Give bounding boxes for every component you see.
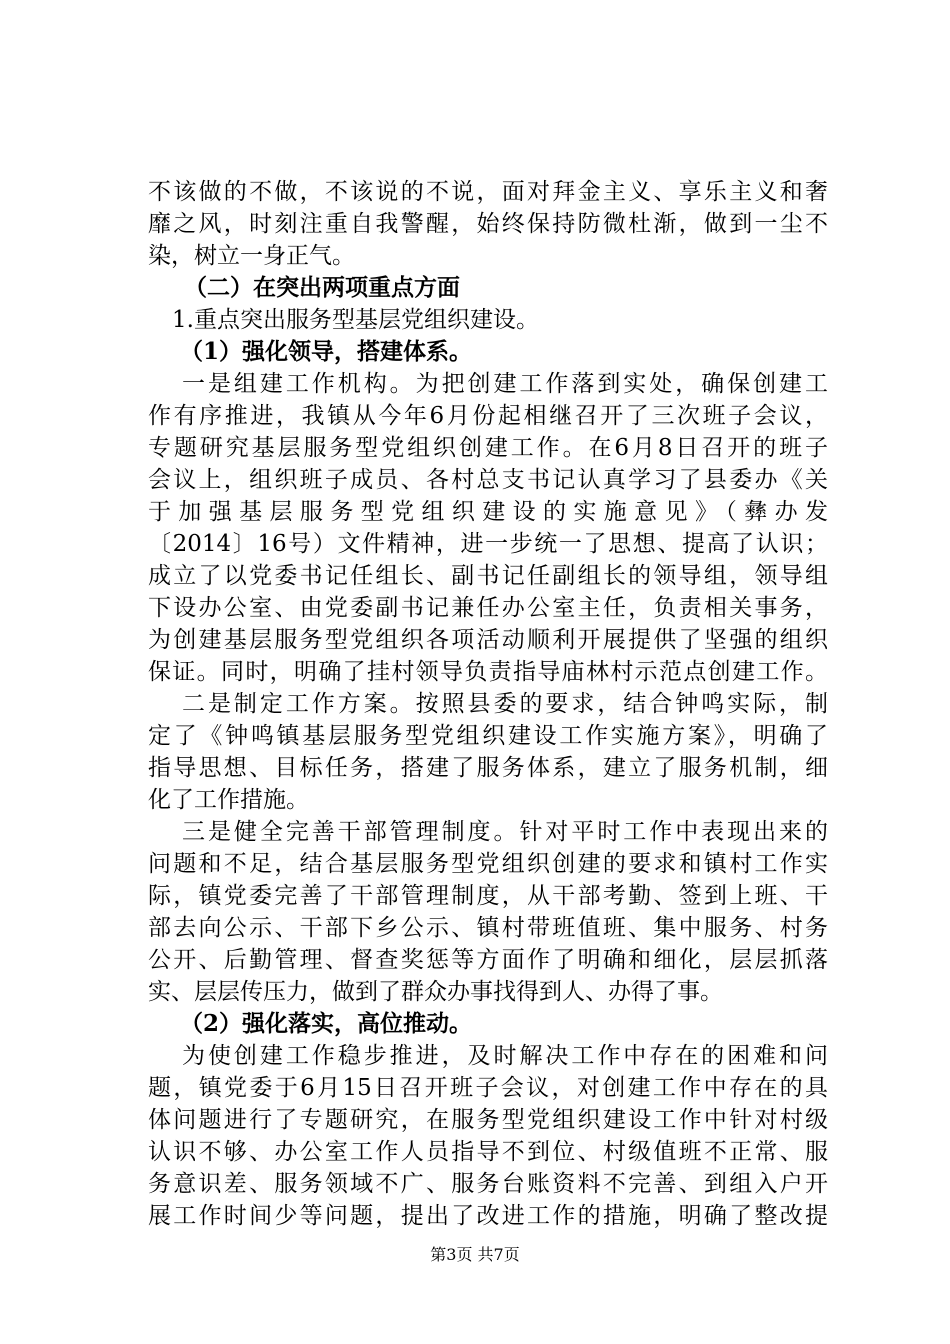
paragraph-line: 展工作时间少等问题，提出了改进工作的措施，明确了整改提 (148, 1203, 828, 1229)
paragraph-line: 专题研究基层服务型党组织创建工作。在6月8日召开的班子 (148, 435, 828, 461)
paragraph-line: 三是健全完善干部管理制度。针对平时工作中表现出来的 (182, 819, 828, 845)
paragraph-line: 作有序推进，我镇从今年6月份起相继召开了三次班子会议， (148, 403, 828, 429)
paragraph-line: 成立了以党委书记任组长、副书记任副组长的领导组，领导组 (148, 563, 828, 589)
paragraph-line: 为使创建工作稳步推进，及时解决工作中存在的困难和问 (182, 1043, 828, 1069)
paragraph-line: 下设办公室、由党委副书记兼任办公室主任，负责相关事务， (148, 595, 828, 621)
paragraph-line: 体问题进行了专题研究，在服务型党组织建设工作中针对村级 (148, 1107, 828, 1133)
paragraph-line: 1.重点突出服务型基层党组织建设。 (172, 307, 539, 333)
paragraph-line: 化了工作措施。 (148, 787, 309, 813)
paragraph-line: 于加强基层服务型党组织建设的实施意见》（彝办发 (148, 499, 828, 525)
paragraph-line: 为创建基层服务型党组织各项活动顺利开展提供了坚强的组织 (148, 627, 828, 653)
paragraph-line: 定了《钟鸣镇基层服务型党组织建设工作实施方案》，明确了 (148, 723, 828, 749)
paragraph-line: 不该做的不做，不该说的不说，面对拜金主义、享乐主义和奢 (148, 179, 828, 205)
page-footer (0, 1244, 950, 1266)
paragraph-line: 题，镇党委于6月15日召开班子会议，对创建工作中存在的具 (148, 1075, 828, 1101)
document-body (148, 176, 828, 1232)
paragraph-line: 部去向公示、干部下乡公示、镇村带班值班、集中服务、村务 (148, 915, 828, 941)
paragraph-line: 认识不够、办公室工作人员指导不到位、村级值班不正常、服 (148, 1139, 828, 1165)
paragraph-line: 公开、后勤管理、督查奖惩等方面作了明确和细化，层层抓落 (148, 947, 828, 973)
paragraph-line: 靡之风，时刻注重自我警醒，始终保持防微杜渐，做到一尘不 (148, 211, 828, 237)
paragraph-line: 际，镇党委完善了干部管理制度，从干部考勤、签到上班、干 (148, 883, 828, 909)
paragraph-line: 务意识差、服务领域不广、服务台账资料不完善、到组入户开 (148, 1171, 828, 1197)
paragraph-line: 指导思想、目标任务，搭建了服务体系，建立了服务机制，细 (148, 755, 828, 781)
paragraph-line: 一是组建工作机构。为把创建工作落到实处，确保创建工 (182, 371, 828, 397)
paragraph-line: 〔2014〕16号）文件精神，进一步统一了思想、提高了认识； (148, 531, 828, 557)
section-heading: （2）强化落实，高位推动。 (180, 1010, 473, 1037)
paragraph-line: 实、层层传压力，做到了群众办事找得到人、办得了事。 (148, 979, 723, 1005)
paragraph-line: 二是制定工作方案。按照县委的要求，结合钟鸣实际，制 (182, 691, 828, 717)
paragraph-line: 染，树立一身正气。 (148, 243, 355, 269)
paragraph-line: 保证。同时，明确了挂村领导负责指导庙林村示范点创建工作。 (148, 659, 828, 685)
section-heading: （1）强化领导，搭建体系。 (180, 338, 473, 365)
page-number-text: 第3页 共7页 (430, 1245, 520, 1264)
paragraph-line: 会议上，组织班子成员、各村总支书记认真学习了县委办《关 (148, 467, 828, 493)
paragraph-line: 问题和不足，结合基层服务型党组织创建的要求和镇村工作实 (148, 851, 828, 877)
section-heading: （二）在突出两项重点方面 (184, 274, 460, 301)
